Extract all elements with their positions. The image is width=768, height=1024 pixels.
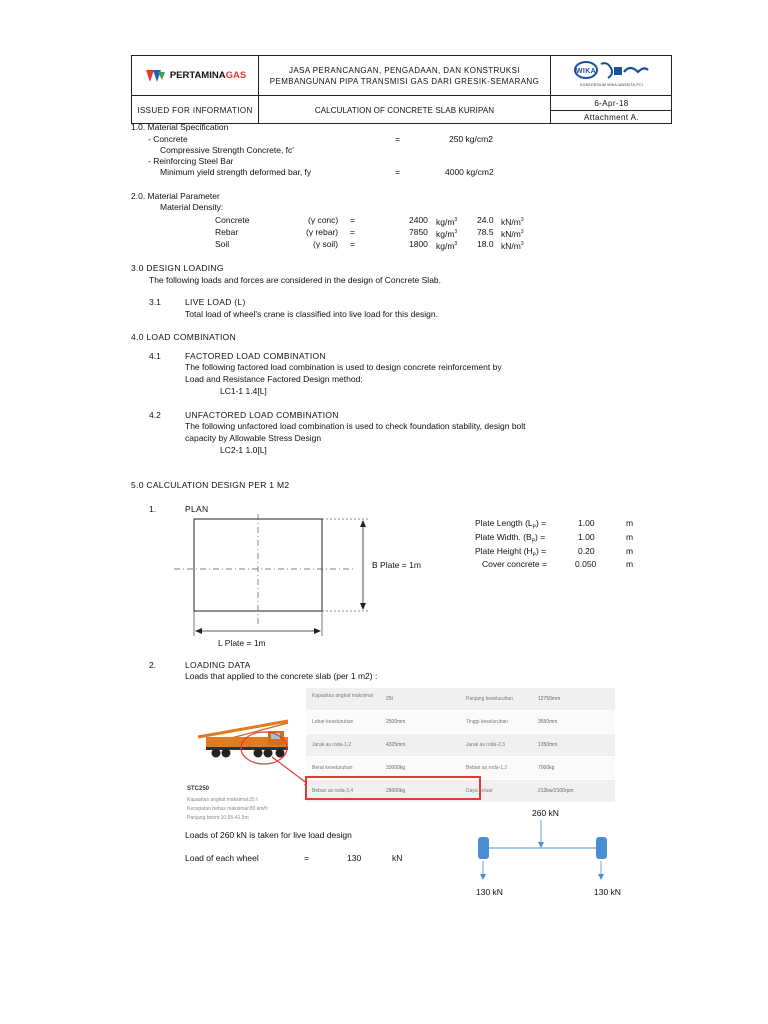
- document-title: CALCULATION OF CONCRETE SLAB KURIPAN: [314, 105, 495, 115]
- table-row: Jarak as roda-1,2 4325mm Jarak as roda-2,3 1350mm: [306, 734, 615, 756]
- param-value: 1.00: [578, 532, 595, 542]
- live-load-design-text: Loads of 260 kN is taken for live load design: [185, 830, 352, 840]
- design-loading-intro: The following loads and forces are considered in the design of Concrete Slab.: [149, 275, 442, 285]
- density-kg-unit: kg/m: [436, 228, 455, 239]
- density-symbol: (γ conc): [308, 215, 339, 225]
- yield-strength-value: 4000 kg/cm2: [445, 167, 494, 177]
- table-row: Kapasitas angkat maksimal 25t Panjang keseluruhan 12750mm: [306, 688, 615, 710]
- factored-load-text-2: Load and Resistance Factored Design method:: [185, 374, 363, 384]
- crane-spec-1: Kapasitas angkat maksimal:25 t: [187, 797, 258, 803]
- project-title: [259, 58, 550, 94]
- yield-equals: =: [395, 167, 400, 177]
- left-reaction-label: 130 kN: [476, 887, 503, 897]
- density-kn-unit: kN/m: [501, 240, 521, 251]
- unfactored-load-heading: UNFACTORED LOAD COMBINATION: [185, 410, 339, 420]
- loading-data-intro: Loads that applied to the concrete slab (per 1 m2) :: [185, 671, 378, 681]
- density-kn-value: 24.0: [477, 215, 494, 225]
- axle-load-highlight-box: [305, 776, 481, 800]
- attachment-label: Attachment A.: [583, 113, 639, 122]
- param-unit: m: [626, 559, 634, 569]
- density-kg-unit: kg/m: [436, 240, 455, 251]
- plan-heading: PLAN: [185, 504, 209, 514]
- concrete-strength-value: 250 kg/cm2: [449, 134, 493, 144]
- rebar-label: - Reinforcing Steel Bar: [148, 156, 234, 166]
- concrete-label: - Concrete: [148, 134, 188, 144]
- subsection-4-2-number: 4.2: [149, 410, 161, 420]
- param-unit: m: [626, 532, 634, 542]
- param-value: 0.050: [575, 559, 597, 569]
- density-kn-unit: kN/m: [501, 216, 521, 227]
- logo-word-pertamina: PERTAMINA: [169, 70, 226, 81]
- section-4-heading: 4.0 LOAD COMBINATION: [131, 332, 237, 342]
- density-kn-unit: kN/m: [501, 228, 521, 239]
- consortium-logo: [551, 56, 672, 95]
- wheel-load-label: Load of each wheel: [185, 853, 259, 863]
- crane-model: STC250: [187, 786, 210, 792]
- consortium-caption: KONSORSIUM WIKA-WASKITA-PCI: [580, 83, 643, 87]
- l-plate-dimension: L Plate = 1m: [218, 638, 266, 648]
- live-load-heading: LIVE LOAD (L): [185, 297, 246, 307]
- svg-text:WIKA: WIKA: [575, 68, 596, 75]
- project-title-line2: PEMBANGUNAN PIPA TRANSMISI GAS DARI GRESIK-SEMARANG: [269, 77, 540, 86]
- section-1-heading: 1.0. Material Specification: [131, 122, 229, 132]
- document-date: 6-Apr-18: [594, 98, 629, 108]
- slab-plan-drawing: [170, 512, 380, 642]
- axle-load-diagram: [470, 818, 620, 884]
- live-load-text: Total load of wheel's crane is classified into live load for this design.: [185, 309, 438, 319]
- density-equals: =: [350, 239, 355, 249]
- table-row: Beban as roda-3,4 26000kg Daya keluar 213kw/2100rpm: [306, 780, 615, 802]
- density-name: Soil: [215, 239, 230, 249]
- b-plate-dimension: B Plate = 1m: [372, 560, 421, 570]
- wheel-load-equals: =: [304, 853, 309, 863]
- loading-data-heading: LOADING DATA: [185, 660, 251, 670]
- section-5-heading: 5.0 CALCULATION DESIGN PER 1 M2: [131, 480, 290, 490]
- right-reaction-label: 130 kN: [594, 887, 621, 897]
- param-unit: m: [626, 546, 634, 556]
- density-equals: =: [350, 227, 355, 237]
- factored-load-text-1: The following factored load combination is used to design concrete reinforcement by: [185, 362, 502, 372]
- factored-load-heading: FACTORED LOAD COMBINATION: [185, 351, 326, 361]
- param-value: 0.20: [578, 546, 595, 556]
- document-header: [131, 55, 672, 124]
- yield-strength-label: Minimum yield strength deformed bar, fy: [160, 167, 312, 177]
- load-combination-lc1: LC1-1 1.4[L]: [220, 386, 267, 396]
- section-2-heading: 2.0. Material Parameter: [131, 191, 220, 201]
- wheel-load-value: 130: [347, 853, 362, 863]
- density-name: Rebar: [215, 227, 239, 237]
- wheel-load-unit: kN: [392, 853, 403, 863]
- density-name: Concrete: [215, 215, 250, 225]
- density-kg-unit: kg/m: [436, 216, 455, 227]
- param-unit: m: [626, 518, 634, 528]
- item-1-number: 1.: [149, 504, 157, 514]
- concrete-equals: =: [395, 134, 400, 144]
- unfactored-load-text-1: The following unfactored load combination is used to check foundation stability, design bolt: [185, 421, 526, 431]
- total-load-label: 260 kN: [532, 808, 559, 818]
- material-density-label: Material Density:: [160, 202, 224, 212]
- density-symbol: (γ rebar): [306, 227, 339, 237]
- density-kg-value: 2400: [409, 215, 428, 225]
- load-combination-lc2: LC2-1 1.0[L]: [220, 445, 267, 455]
- density-kn-value: 78.5: [477, 227, 494, 237]
- table-row: Berat keseluruhan 33000kg Beban as roda-1,2 7000kg: [306, 757, 615, 779]
- issued-status: ISSUED FOR INFORMATION: [137, 105, 253, 115]
- project-title-line1: JASA PERANCANGAN, PENGADAAN, DAN KONSTRUKSI: [288, 66, 521, 75]
- crane-spec-2: Kecepatan bebas maksimal:80 km/h: [187, 806, 268, 812]
- subsection-3-1-number: 3.1: [149, 297, 161, 307]
- logo-word-gas: GAS: [225, 70, 247, 81]
- subsection-4-1-number: 4.1: [149, 351, 161, 361]
- table-row: Lebar keseluruhan 2500mm Tinggi keseluruhan 3550mm: [306, 711, 615, 733]
- item-2-number: 2.: [149, 660, 157, 670]
- compressive-strength-label: Compressive Strength Concrete, fc': [160, 145, 294, 155]
- unfactored-load-text-2: capacity by Allowable Stress Design: [185, 433, 322, 443]
- density-symbol: (γ soil): [313, 239, 339, 249]
- pertamina-gas-logo: [132, 56, 258, 95]
- section-3-heading: 3.0 DESIGN LOADING: [131, 263, 224, 273]
- density-kn-value: 18.0: [477, 239, 494, 249]
- density-kg-value: 7850: [409, 227, 428, 237]
- density-equals: =: [350, 215, 355, 225]
- crane-spec-3: Panjang boom:10.65-41.5m: [187, 815, 249, 821]
- density-kg-value: 1800: [409, 239, 428, 249]
- param-value: 1.00: [578, 518, 595, 528]
